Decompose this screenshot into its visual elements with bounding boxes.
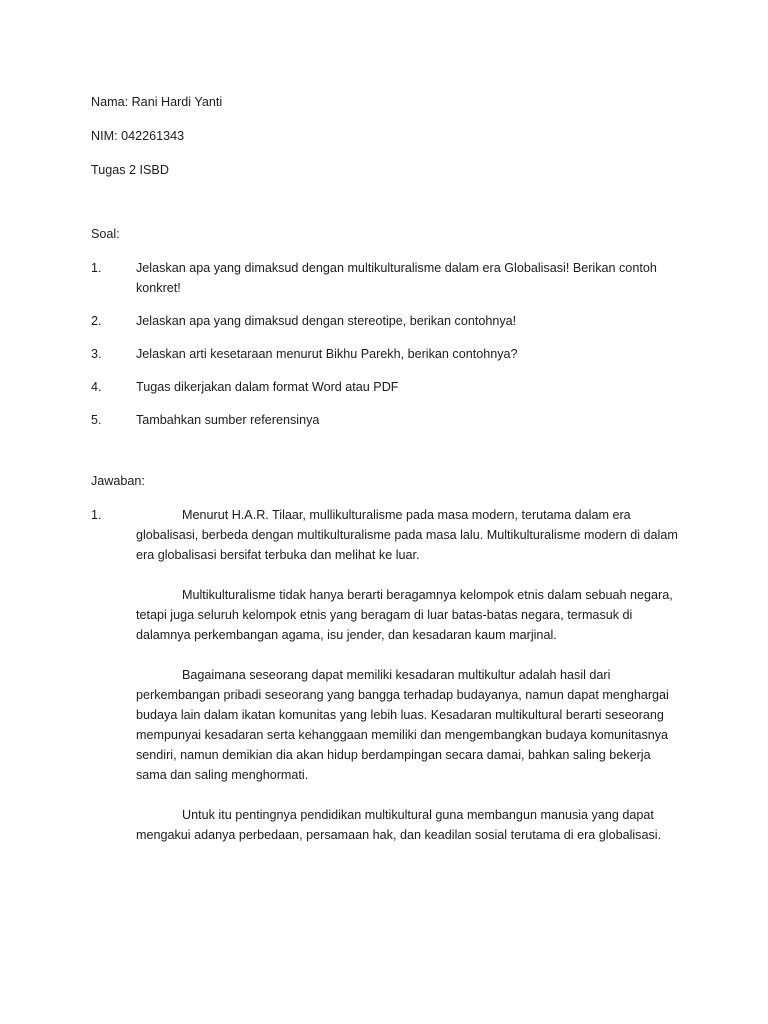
- question-text: Tugas dikerjakan dalam format Word atau PDF: [136, 380, 399, 394]
- question-text: Tambahkan sumber referensinya: [136, 413, 320, 427]
- answer-body: [136, 505, 681, 865]
- list-item: [91, 344, 681, 364]
- question-list: [91, 258, 681, 430]
- list-item: [91, 410, 681, 430]
- student-nim: NIM: 042261343: [91, 129, 185, 143]
- answers-label: Jawaban:: [91, 474, 145, 488]
- answer-paragraph: Multikulturalisme tidak hanya berarti beragamnya kelompok etnis dalam sebuah negara, tetapi juga seluruh kelompok etnis yang beragam di luar batas-batas negara, termasuk di dalamnya perkembangan agama, isu jender, dan kesadaran kaum marjinal.: [136, 588, 673, 642]
- answer-item: [91, 505, 681, 865]
- question-number: 3.: [91, 347, 102, 361]
- assignment-title: Tugas 2 ISBD: [91, 163, 169, 177]
- answer-number: 1.: [91, 508, 102, 522]
- questions-label: Soal:: [91, 227, 120, 241]
- document-body: [91, 92, 681, 865]
- answer-paragraph: Untuk itu pentingnya pendidikan multikultural guna membangun manusia yang dapat mengakui adanya perbedaan, persamaan hak, dan keadilan sosial terutama di era globalisasi.: [136, 808, 662, 842]
- question-text: Jelaskan apa yang dimaksud dengan multikulturalisme dalam era Globalisasi! Berikan contoh konkret!: [136, 261, 657, 295]
- question-number: 2.: [91, 314, 102, 328]
- list-item: [91, 377, 681, 397]
- question-number: 1.: [91, 261, 102, 275]
- question-text: Jelaskan arti kesetaraan menurut Bikhu Parekh, berikan contohnya?: [136, 347, 518, 361]
- question-number: 4.: [91, 380, 102, 394]
- list-item: [91, 258, 681, 298]
- question-number: 5.: [91, 413, 102, 427]
- student-name: Nama: Rani Hardi Yanti: [91, 95, 223, 109]
- answer-paragraph: Menurut H.A.R. Tilaar, mullikulturalisme pada masa modern, terutama dalam era globalisasi, berbeda dengan multikulturalisme pada masa lalu. Multikulturalisme modern di dalam era globalisasi bersifat terbuka dan melihat ke luar.: [136, 508, 678, 562]
- answer-paragraph: Bagaimana seseorang dapat memiliki kesadaran multikultur adalah hasil dari perkembangan pribadi seseorang yang bangga terhadap budayanya, namun dapat menghargai budaya lain dalam ikatan komunitas yang lebih luas. Kesadaran multikultural berarti seseorang mempunyai kesadaran serta kehanggaan memiliki dan mengembangkan budaya komunitasnya sendiri, namun demikian dia akan hidup berdampingan secara damai, bahkan saling bekerja sama dan saling menghormati.: [136, 668, 669, 782]
- question-text: Jelaskan apa yang dimaksud dengan stereotipe, berikan contohnya!: [136, 314, 517, 328]
- list-item: [91, 311, 681, 331]
